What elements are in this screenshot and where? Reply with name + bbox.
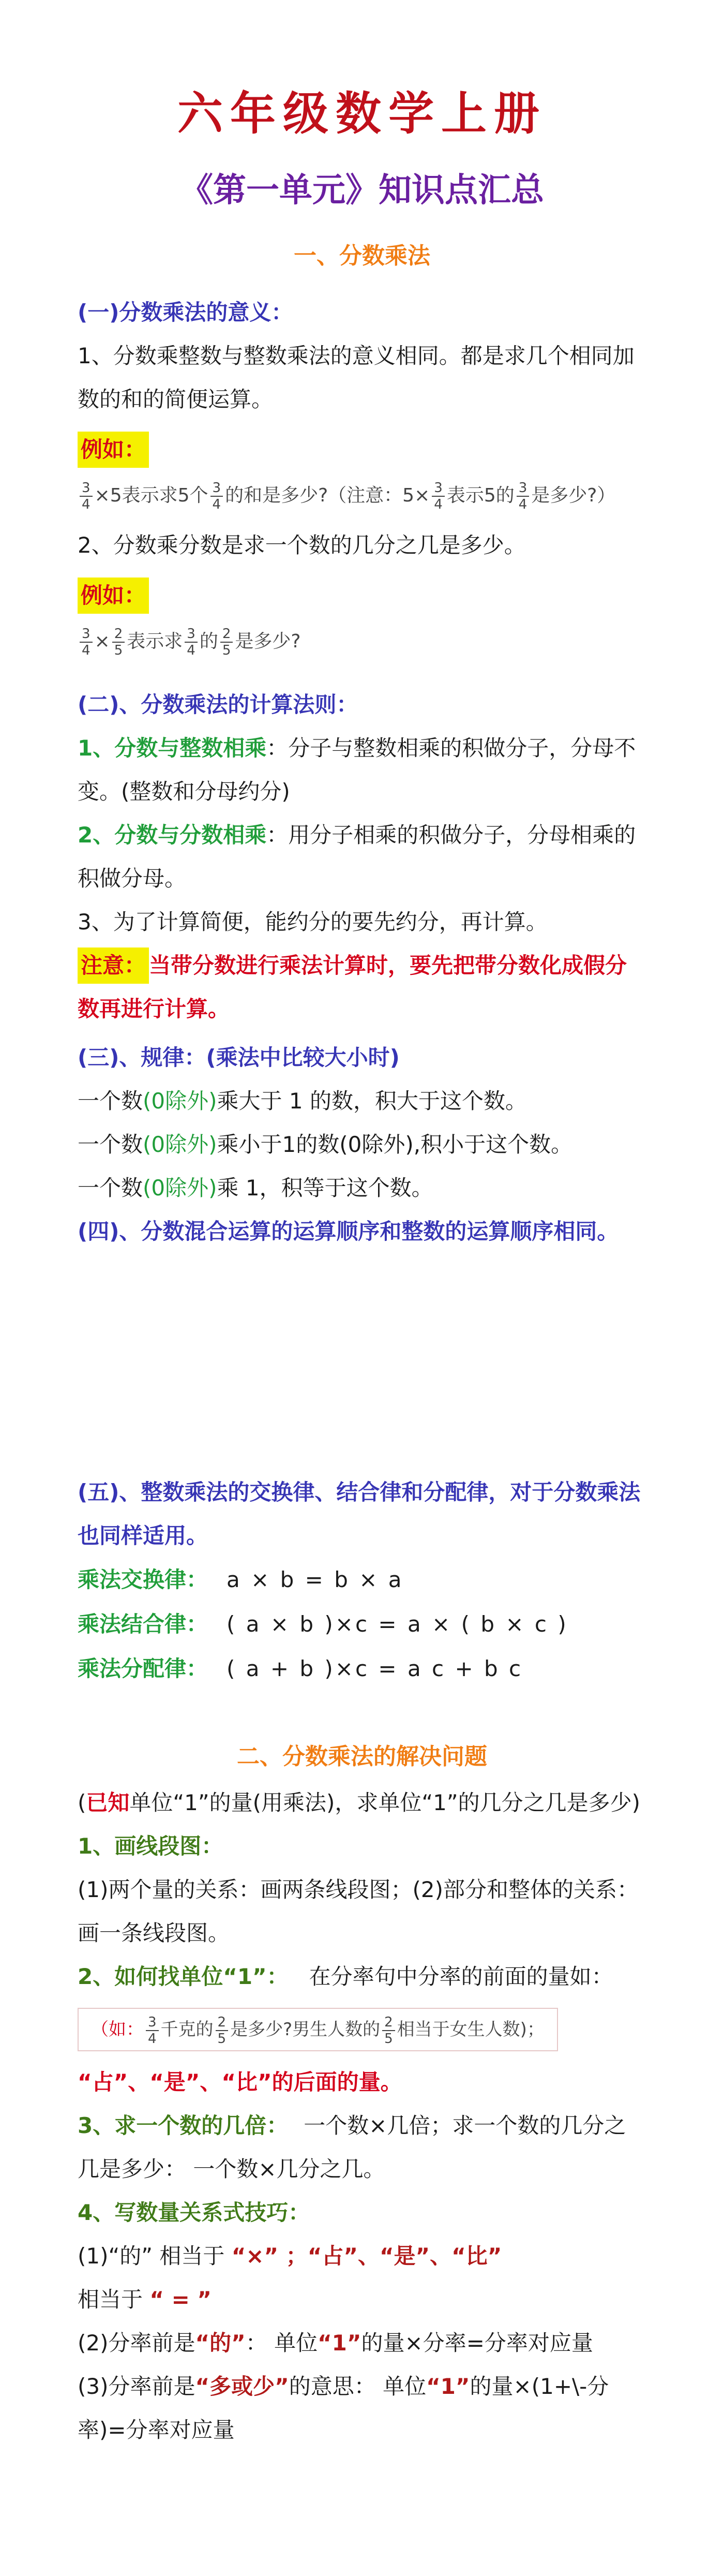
pattern-2: 一个数(0除外)乘小于1的数(0除外),积小于这个数。: [78, 1132, 573, 1157]
subsection-heading-mixed: (四)、分数混合运算的运算顺序和整数的运算顺序相同。: [78, 1219, 619, 1244]
law-associative: 乘法结合律： ( a × b )×c = a × ( b × c ): [78, 1611, 568, 1637]
example-tag-2: 例如：: [78, 578, 149, 614]
section-heading-1: 一、分数乘法: [294, 243, 430, 269]
subsection-heading-meaning: (一)分数乘法的意义：: [78, 300, 293, 325]
pattern-3: 一个数(0除外)乘 1，积等于这个数。: [78, 1175, 433, 1201]
subsection-heading-pattern: (三)、规律：(乘法中比较大小时): [78, 1045, 400, 1070]
fraction: $\frac{2}{5}$: [220, 626, 233, 658]
write-tip-2: (2)分率前是“的”： 单位“1”的量×分率=分率对应量: [78, 2330, 593, 2356]
fraction: $\frac{3}{4}$: [80, 626, 93, 658]
fraction: $\frac{3}{4}$: [517, 480, 530, 512]
heading-find-unit: 2、如何找单位“1”： 在分率句中分率的前面的量如：: [78, 1964, 613, 1989]
fraction: $\frac{3}{4}$: [80, 480, 93, 512]
subsection-heading-laws: (五)、整数乘法的交换律、结合律和分配律，对于分数乘法也同样适用。: [78, 1479, 641, 1548]
fraction: $\frac{3}{4}$: [185, 626, 198, 658]
note-paragraph: 注意： 当带分数进行乘法计算时，要先把带分数化成假分数再进行计算。: [78, 944, 646, 1031]
fraction: $\frac{2}{5}$: [216, 2015, 229, 2047]
example-tag-1: 例如：: [78, 432, 149, 468]
write-tip-1: (1)“的” 相当于 “×” ；“占”、“是”、“比” 相当于 “ = ”: [78, 2243, 502, 2312]
fraction: $\frac{3}{4}$: [210, 480, 223, 512]
fraction: $\frac{2}{5}$: [382, 2015, 395, 2047]
law-commutative: 乘法交换律： a × b = b × a: [78, 1567, 404, 1592]
page-subtitle: 《第一单元》知识点汇总: [180, 171, 544, 210]
heading-times: 3、求一个数的几倍： 一个数×几倍；求一个数的几分之几是多少： 一个数×几分之几。: [78, 2113, 626, 2182]
subsection-heading-rules: (二)、分数乘法的计算法则：: [78, 692, 358, 717]
heading-draw: 1、画线段图：: [78, 1833, 223, 1859]
example-formula-1: $\frac{3}{4}$ ×5表示求5个 $\frac{3}{4}$ 的和是多少?（注意：5× $\frac{3}{4}$ 表示5的 $\frac{3}{4}$ 是多少?）: [78, 475, 646, 516]
paragraph-meaning-2: 2、分数乘分数是求一个数的几分之几是多少。: [78, 532, 526, 558]
heading-write: 4、写数量关系式技巧：: [78, 2200, 310, 2225]
rule-3: 3、为了计算简便，能约分的要先约分，再计算。: [78, 909, 548, 935]
rule-2: 2、分数与分数相乘：用分子相乘的积做分子，分母相乘的积做分母。: [78, 822, 636, 891]
example-box: （如： $\frac{3}{4}$ 千克的 $\frac{2}{5}$ 是多少?男生人数的 $\frac{2}{5}$ 相当于女生人数)；: [78, 2008, 558, 2051]
note-tag: 注意：: [78, 948, 149, 984]
fraction: $\frac{2}{5}$: [112, 626, 125, 658]
law-distributive: 乘法分配律： ( a + b )×c = a c + b c: [78, 1656, 523, 1681]
section-heading-2: 二、分数乘法的解决问题: [237, 1743, 487, 1770]
find-tail: “占”、“是”、“比”的后面的量。: [78, 2069, 402, 2095]
pattern-1: 一个数(0除外)乘大于 1 的数，积大于这个数。: [78, 1088, 527, 1114]
page-title: 六年级数学上册: [177, 86, 547, 140]
paragraph-meaning-1: 1、分数乘整数与整数乘法的意义相同。都是求几个相同加数的和的简便运算。: [78, 343, 635, 412]
paragraph-known: (已知单位“1”的量(用乘法)，求单位“1”的几分之几是多少): [78, 1790, 641, 1815]
blank-space: [78, 1253, 646, 1450]
paragraph-draw: (1)两个量的关系：画两条线段图；(2)部分和整体的关系：画一条线段图。: [78, 1877, 639, 1946]
fraction: $\frac{3}{4}$: [146, 2015, 159, 2047]
rule-1: 1、分数与整数相乘：分子与整数相乘的积做分子，分母不变。(整数和分母约分): [78, 735, 636, 804]
write-tip-3: (3)分率前是“多或少”的意思： 单位“1”的量×(1+\-分率)=分率对应量: [78, 2374, 609, 2442]
fraction: $\frac{3}{4}$: [432, 480, 445, 512]
example-formula-2: $\frac{3}{4}$ × $\frac{2}{5}$ 表示求 $\frac{3}{4}$ 的 $\frac{2}{5}$ 是多少?: [78, 621, 646, 662]
